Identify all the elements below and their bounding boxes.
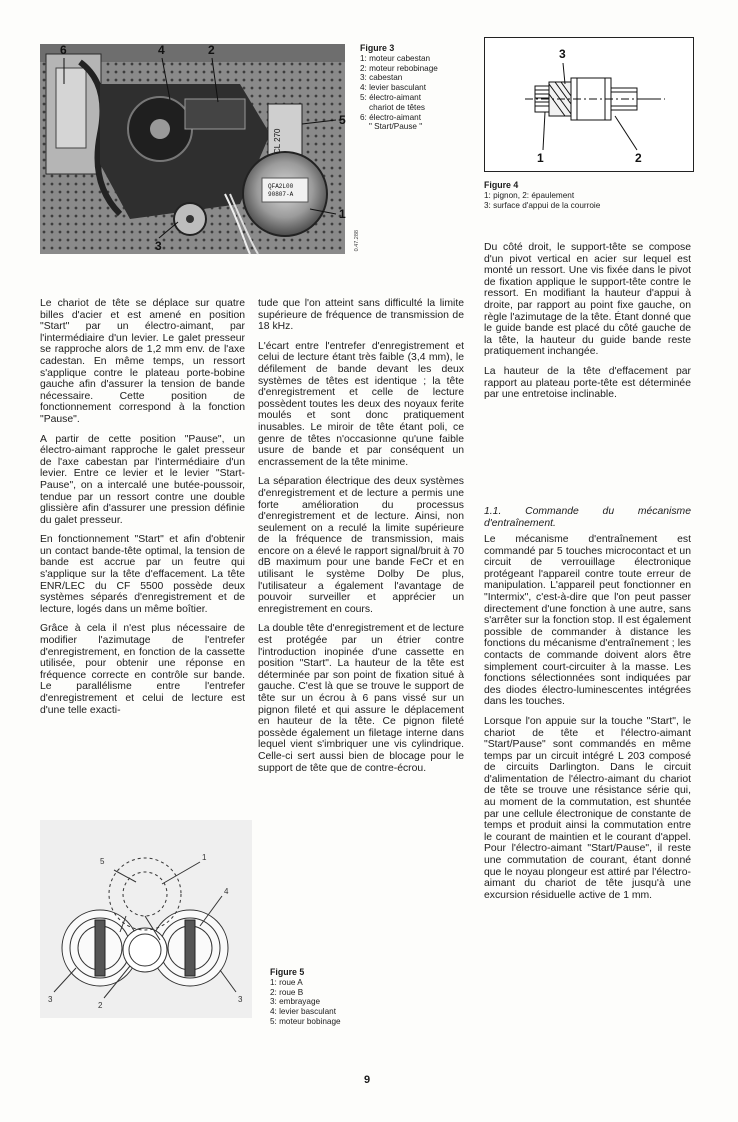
figure-3-photo-drawing xyxy=(40,44,345,254)
figure-5-drawing xyxy=(40,820,252,1018)
paragraph: La double tête d'enregistrement et de lecture est protégée par un étrier contre l'introduction inopinée d'une cassette en position "Start". La hauteur de la tête est déterminée par son point de fixation situé à gauche. C'est là que se trouve le support de tête sur un écrou à 6 pans vissé sur un pignon fileté et qui assure le déplacement en hauteur de la tête. Ce pignon fileté possède également un filetage interne dans lequel vient s'imbriquer une vis cylindrique. Celle-ci sert aussi bien de blocage pour le support de tête que de contre-écrou. xyxy=(258,623,464,774)
figure-3-caption xyxy=(360,44,472,132)
figure-3-photo xyxy=(40,44,345,254)
fig3-callout-3: 3 xyxy=(155,239,162,253)
paragraph: Du côté droit, le support-tête se compose d'un pivot vertical en acier sur lequel est monté un ressort. Une vis fixée dans le pivot de fixation applique le support-tête contre le ressort. En modifiant la hauteur d'appui à droite, par rapport au point fixe gauche, on règle l'azimutage de la tête. Étant donné que le guide bande est placé du côté gauche de la tête, la hauteur du guide bande reste pratiquement inchangée. xyxy=(484,242,691,358)
section-heading: 1.1. Commande du mécanisme d'entraînement. xyxy=(484,506,691,529)
fig3-callout-1: 1 xyxy=(339,207,346,221)
caption-line: 5: moteur bobinage xyxy=(270,1016,341,1026)
fig3-motor-label-2: 90807-A xyxy=(268,191,294,198)
caption-line: 5: électro-aimant xyxy=(360,92,421,102)
fig5-callout-3-left: 3 xyxy=(48,995,53,1004)
figure-5-caption xyxy=(270,968,380,1027)
fig3-callout-6: 6 xyxy=(60,43,67,57)
fig5-callout-3-right: 3 xyxy=(238,995,243,1004)
fig3-callout-2: 2 xyxy=(208,43,215,57)
paragraph: La séparation électrique des deux systèmes d'enregistrement et de lecture a permis une forte amélioration du processus d'enregistrement et de lecture. Ainsi, non seulement on a reculé la limite supérieure de la fréquence de transmission, mais encore on a élevé le rapport signal/bruit à 70 dB maximum pour une bande FeCr et en utilisant le système Dolby De plus, l'utilisateur a également l'avantage de pouvoir surveiller et apprécier un enregistrement en cours. xyxy=(258,476,464,615)
caption-line: 1: moteur cabestan xyxy=(360,53,431,63)
figure-4-box xyxy=(484,37,694,172)
column-2 xyxy=(258,298,464,782)
fig4-callout-1: 1 xyxy=(537,151,544,165)
fig4-callout-3: 3 xyxy=(559,47,566,61)
paragraph: Grâce à cela il n'est plus nécessaire de modifier l'azimutage de l'entrefer d'enregistrement, en fonction de la cassette utilisée, pour obtenir une réponse en fréquence correcte en contrôle sur bande. Le parallélisme entre l'entrefer d'enregistrement et celui de lecture est d'une telle exacti- xyxy=(40,623,245,716)
caption-line: 3: surface d'appui de la courroie xyxy=(484,200,601,210)
fig3-part-label: CL 270 xyxy=(273,128,282,154)
caption-line: " Start/Pause " xyxy=(369,122,423,132)
figure-4-drawing xyxy=(485,38,693,171)
fig3-callout-5: 5 xyxy=(339,113,346,127)
paragraph: L'écart entre l'entrefer d'enregistrement et celui de lecture étant très faible (3,4 mm), le défilement de bande devant les deux systèmes de têtes est identique ; la tête d'enregistrement et celle de lecture possèdent toutes les deux des noyaux ferite moulés et sont donc pratiquement inusables. Le miroir de tête étant poli, ce genre de têtes n'occasionne qu'une faible usure de bande et par conséquent un encrassement de la tête minime. xyxy=(258,340,464,468)
paragraph: En fonctionnement "Start" et afin d'obtenir un contact bande-tête optimal, la tension de bande est accrue par un feutre qui s'applique sur la tête d'effacement. La tête ENR/LEC du CF 5500 possède deux systèmes séparés d'enregistrement et de lecture, logés dans un même boîtier. xyxy=(40,534,245,615)
figure-4-caption xyxy=(484,181,699,210)
caption-line: 1: roue A xyxy=(270,977,303,987)
caption-line: 2: moteur rebobinage xyxy=(360,63,438,73)
caption-line: 4: levier basculant xyxy=(270,1007,336,1017)
figure-5-title: Figure 5 xyxy=(270,967,305,977)
page-number: 9 xyxy=(364,1074,371,1086)
paragraph: Le chariot de tête se déplace sur quatre billes d'acier et est amené en position "Start" par un électro-aimant, par l'intermédiaire d'un levier. Le galet presseur se rapproche alors de 1,2 mm env. de l'axe cadestan. En même temps, un ressort s'applique contre le plateau porte-bobine gauche afin d'assurer la tension de bande nécessaire. Cette position de fonctionnement correspond à la fonction "Pause". xyxy=(40,298,245,425)
caption-line: 3: embrayage xyxy=(270,997,321,1007)
column-3-top xyxy=(484,242,691,409)
caption-line: 2: roue B xyxy=(270,987,304,997)
paragraph: tude que l'on atteint sans difficulté la limite supérieure de fréquence de transmission de 18 kHz. xyxy=(258,298,464,333)
column-1 xyxy=(40,298,245,724)
figure-4-title: Figure 4 xyxy=(484,180,519,190)
paragraph: La hauteur de la tête d'effacement par rapport au plateau porte-tête est déterminée par une entretoise inclinable. xyxy=(484,365,691,401)
caption-line: 3: cabestan xyxy=(360,73,403,83)
fig4-callout-2: 2 xyxy=(635,151,642,165)
fig5-callout-2: 2 xyxy=(98,1001,103,1010)
fig3-callout-4: 4 xyxy=(158,43,165,57)
fig5-callout-5: 5 xyxy=(100,857,105,866)
fig3-side-code: 0.47.288 xyxy=(354,230,360,252)
figure-5-drawing-area xyxy=(40,820,252,1018)
paragraph: Lorsque l'on appuie sur la touche "Start", le chariot de tête et l'électro-aimant "Start/Pause" sont commandés en même temps par un circuit intégré L 203 composé de circuits Darlington. Dans le circuit d'alimentation de l'électro-aimant du chariot de tête se trouve une résistance série qui, au moment de la commutation, est shuntée par une cellule électronique de constante de temps et produit ainsi la commutation entre le courant de maintien et le courant d'appel. Pour l'électro-aimant "Start/Pause", il reste une commutation de courant, étant donné que le noyau plongeur est attiré par l'électro-aimant du chariot de tête jusqu'à une excursion résiduelle active de 1 mm. xyxy=(484,715,691,901)
fig5-callout-4: 4 xyxy=(224,887,229,896)
caption-line: chariot de têtes xyxy=(369,102,425,112)
caption-line: 6: électro-aimant xyxy=(360,112,421,122)
column-3-section xyxy=(484,506,691,909)
fig5-callout-1: 1 xyxy=(202,853,207,862)
fig3-motor-label-1: QFA2L00 xyxy=(268,183,294,190)
caption-line: 1: pignon, 2: épaulement xyxy=(484,190,575,200)
paragraph: A partir de cette position "Pause", un électro-aimant rapproche le galet presseur de l'axe cabestan par l'intermédiaire d'un levier. Entre ce levier et le levier "Start-Pause", on a intercalé une butée-poussoir, tendue par un ressort contre une double glissière afin d'assurer une pression définie du galet presseur. xyxy=(40,433,245,526)
caption-line: 4: levier basculant xyxy=(360,83,426,93)
paragraph: Le mécanisme d'entraînement est commandé par 5 touches microcontact et un circuit de verrouillage électronique protégeant l'appareil contre toute erreur de manipulation. L'appareil peut fonctionner en "Intermix", c'est-à-dire que l'on peut passer directement d'une fonction à une autre, sans s'arrêter sur la fonction stop. Il est également possible de commander à distance les fonctions du mécanisme d'entraînement ; les contacts de commande doivent alors être simplement court-circuiter à la masse. Les fonctions sélectionnées sont indiquées par des diodes électro-luminescentes intégrées dans les touches. xyxy=(484,534,692,708)
figure-3-title: Figure 3 xyxy=(360,43,395,53)
